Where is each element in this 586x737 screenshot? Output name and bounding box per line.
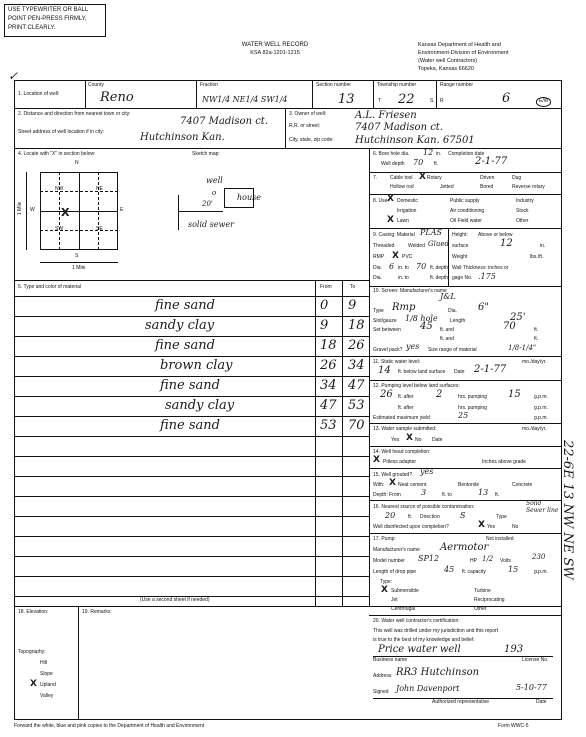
rmp-label: RMP bbox=[373, 254, 385, 260]
disinfected-label: Well disinfected upon completion? bbox=[373, 524, 449, 530]
range-label: Range number bbox=[440, 82, 474, 88]
section-label: Section number bbox=[316, 82, 352, 88]
grout-from: 3 bbox=[421, 488, 427, 497]
screen-type-label: Type bbox=[373, 308, 384, 314]
lbs-label: lbs./ft. bbox=[530, 254, 544, 260]
threaded-label: Threaded bbox=[373, 243, 395, 249]
opt-public-supply: Public supply bbox=[450, 198, 480, 204]
to-row-6: 53 bbox=[348, 398, 365, 413]
s3-label: 3. Owner of well: bbox=[289, 111, 327, 117]
grout-ft: ft. bbox=[495, 492, 500, 498]
from-label: From bbox=[320, 284, 332, 290]
contamination-source: Solid Sewer line bbox=[526, 500, 559, 514]
capacity-label: ft. capacity bbox=[462, 569, 486, 575]
grouted-value: yes bbox=[420, 467, 434, 476]
north-letter: N bbox=[75, 160, 79, 166]
s2-line2: Hutchinson Kan. bbox=[140, 132, 225, 143]
agency-line: Kansas Department of Health and bbox=[418, 42, 501, 48]
to-label: To bbox=[350, 284, 356, 290]
s18-label: 18. Elevation: bbox=[18, 609, 49, 615]
range-value: 6 bbox=[502, 91, 511, 106]
cert-text-2: is true to the best of my knowledge and belief. bbox=[373, 637, 475, 643]
grout-ft-to: ft. to bbox=[442, 492, 452, 498]
agency-line: Topeka, Kansas 66620 bbox=[418, 66, 474, 72]
pump-hrs-1: 2 bbox=[436, 389, 443, 400]
section-value: 13 bbox=[338, 92, 355, 107]
model-label: Model number bbox=[373, 558, 405, 564]
welded-label: Welded bbox=[408, 243, 425, 249]
sketch-20: 20' bbox=[202, 200, 213, 208]
rotary-mark: X bbox=[419, 172, 426, 182]
set-between-label: Set between bbox=[373, 327, 401, 333]
owner-city: Hutchinson Kan. 67501 bbox=[355, 135, 475, 146]
pump-mfr-label: Manufacturer's name bbox=[373, 547, 420, 553]
dia2-label: Dia. bbox=[373, 275, 382, 281]
south-letter: S bbox=[75, 253, 79, 259]
surface-value: 12 bbox=[500, 238, 513, 249]
capacity-gpm: g.p.m. bbox=[534, 569, 548, 575]
s16-label: 16. Nearest source of possible contamination: bbox=[373, 504, 475, 510]
s10-label: 10. Screen: Manufacturer's name bbox=[373, 288, 447, 294]
neat-cement-label: Neat cement bbox=[398, 482, 427, 488]
material-row-2: sandy clay bbox=[145, 318, 215, 333]
s13-date-label: Date bbox=[432, 437, 443, 443]
above-below-label: Above or below bbox=[478, 232, 513, 238]
s2-line1: 7407 Madison ct. bbox=[180, 116, 268, 127]
material-row-6: sandy clay bbox=[165, 398, 235, 413]
instruction-line: PRINT CLEARLY. bbox=[8, 25, 56, 31]
gpm-label: g.p.m. bbox=[534, 394, 548, 400]
to-row-4: 34 bbox=[348, 358, 365, 373]
s1-label: 1. Location of well: bbox=[18, 91, 60, 97]
pump-gpm-1: 15 bbox=[508, 389, 521, 400]
set-ft2: ft. bbox=[534, 336, 539, 342]
surface-in: in. bbox=[540, 243, 546, 249]
agency-line: Environment-Division of Environment bbox=[418, 50, 509, 56]
not-installed-label: Not installed bbox=[486, 536, 514, 542]
s8-label: 8. Use: bbox=[373, 198, 389, 204]
size-range-label: Size range of material bbox=[428, 347, 477, 353]
s-letter: S bbox=[430, 98, 434, 104]
location-mark: X bbox=[61, 206, 70, 219]
model-value: SP12 bbox=[418, 554, 440, 563]
direction-label: Direction bbox=[420, 514, 440, 520]
in-label: in. bbox=[436, 151, 442, 157]
type-label: Type bbox=[496, 514, 507, 520]
gravel-label: Gravel pack? bbox=[373, 347, 403, 353]
form-number: Form WWC-5 bbox=[498, 723, 529, 729]
opt-jetted: Jetted bbox=[440, 184, 454, 190]
topo-slope: Slope bbox=[40, 671, 53, 677]
county-value: Reno bbox=[100, 90, 134, 105]
direction-value: S bbox=[460, 511, 466, 520]
slot-value: 1/8 hole bbox=[405, 314, 438, 323]
address-label: Address bbox=[373, 673, 392, 679]
inches-above-label: Inches above grade bbox=[482, 459, 526, 465]
s13-label: 13. Water sample submitted: bbox=[373, 426, 437, 432]
from-row-7: 53 bbox=[320, 418, 337, 433]
size-range-value: 1/8-1/4" bbox=[508, 344, 537, 352]
sample-mark: X bbox=[406, 433, 413, 443]
hp-value: 1/2 bbox=[482, 555, 494, 563]
county-label: County bbox=[88, 82, 104, 88]
opt-jet: Jet bbox=[391, 597, 398, 603]
form-ksa: KSA 82a-1201-1215 bbox=[250, 50, 300, 56]
pitless-mark: X bbox=[373, 455, 380, 465]
opt-other: Other bbox=[516, 218, 529, 224]
s11-mo-day: mo./day/yr. bbox=[522, 359, 547, 365]
set-to: 70 bbox=[503, 321, 516, 332]
s9-label: 9. Casing: Material bbox=[373, 232, 415, 238]
lawn-mark: X bbox=[387, 215, 394, 225]
business-name: Price water well bbox=[378, 644, 461, 655]
depth-value: 70 bbox=[413, 158, 424, 167]
bore-dia: 12 bbox=[423, 148, 434, 157]
sketch-o: o bbox=[212, 189, 217, 197]
ne-label: NE bbox=[96, 186, 103, 192]
second-sheet-note: (Use a second sheet if needed) bbox=[140, 597, 210, 603]
s17-label: 17. Pump: bbox=[373, 536, 396, 542]
s2-label: 2. Distance and direction from nearest town or city: bbox=[18, 111, 131, 117]
material-row-1: fine sand bbox=[155, 298, 215, 313]
signed-label: Signed bbox=[373, 689, 389, 695]
casing-material: PLAS bbox=[420, 228, 442, 237]
fraction-label: Fraction bbox=[200, 82, 219, 88]
opt-rotary: Rotary bbox=[427, 175, 442, 181]
neat-mark: X bbox=[389, 478, 396, 488]
screen-type: Rmp bbox=[392, 302, 416, 313]
instruction-line: USE TYPEWRITER OR BALL bbox=[8, 7, 89, 13]
mile-horizontal: 1 Mile bbox=[72, 265, 86, 271]
with-label: With: bbox=[373, 482, 385, 488]
from-row-4: 26 bbox=[320, 358, 337, 373]
topo-upland: Upland bbox=[40, 682, 56, 688]
to-row-1: 9 bbox=[348, 298, 357, 313]
grout-to: 13 bbox=[478, 488, 489, 497]
to-row-2: 18 bbox=[348, 318, 365, 333]
screen-mfr: J&L bbox=[440, 292, 456, 301]
grout-depth-label: Depth: From bbox=[373, 492, 401, 498]
t-letter: T bbox=[378, 98, 382, 104]
to-row-3: 26 bbox=[348, 338, 365, 353]
static-depth: 14 bbox=[378, 365, 391, 376]
s13-no: No bbox=[415, 437, 422, 443]
height-label: Height: bbox=[452, 232, 468, 238]
s7-label: 7. bbox=[373, 175, 378, 181]
volts-label: Volts bbox=[500, 558, 511, 564]
r-letter: R bbox=[440, 98, 444, 104]
opt-pump-other: Other bbox=[474, 606, 487, 612]
opt-hollow-rod: Hollow rod bbox=[390, 184, 414, 190]
opt-reciprocating: Reciprocating bbox=[474, 597, 505, 603]
upland-mark: X bbox=[30, 679, 37, 689]
volts-value: 230 bbox=[532, 553, 546, 561]
sketch-well: well bbox=[206, 176, 223, 185]
license-label: License No. bbox=[522, 657, 549, 663]
opt-industry: Industry bbox=[516, 198, 534, 204]
screen-dia-label: Dia. bbox=[448, 308, 457, 314]
from-row-6: 47 bbox=[320, 398, 337, 413]
hp-label: HP bbox=[470, 558, 477, 564]
agency-line: (Water well Contractors) bbox=[418, 58, 478, 64]
s11-date-label: Date bbox=[454, 369, 465, 375]
slot-label: Slot/gauze bbox=[373, 318, 397, 324]
bentonite-label: Bentonite bbox=[458, 482, 480, 488]
instructions-box bbox=[4, 4, 106, 37]
ft-after-label-2: ft. after bbox=[398, 405, 414, 411]
license-value: 193 bbox=[504, 644, 524, 655]
opt-cable-tool: Cable tool bbox=[390, 175, 413, 181]
pvc-mark: X bbox=[392, 251, 399, 261]
date-label: Date bbox=[536, 699, 547, 705]
sw-label: SW bbox=[55, 226, 64, 232]
s12-label: 12. Pumping level below land surfaces: bbox=[373, 383, 460, 389]
in-to2-label: in. to bbox=[398, 275, 409, 281]
opt-centrifugal: Centrifugal bbox=[391, 606, 416, 612]
s6-label: 6. Bore hole dia. bbox=[373, 151, 410, 157]
ft-depth-label: ft. depth bbox=[430, 265, 449, 271]
owner-street: 7407 Madison ct. bbox=[355, 122, 443, 133]
ft-and2-label: ft. and bbox=[440, 336, 454, 342]
to-row-7: 70 bbox=[348, 418, 365, 433]
margin-note: 22-6E 13 NW NE SW bbox=[560, 440, 575, 580]
from-row-3: 18 bbox=[320, 338, 337, 353]
s16-no: No bbox=[512, 524, 519, 530]
sketch-label: Sketch map: bbox=[192, 151, 220, 157]
est-yield-unit: g.p.m. bbox=[534, 415, 548, 421]
set-from: 45 bbox=[420, 321, 433, 332]
drop-pipe-value: 45 bbox=[444, 565, 455, 574]
screen-dia: 6" bbox=[478, 302, 489, 313]
static-date: 2-1-77 bbox=[474, 364, 507, 375]
hrs-pumping-label-2: hrs. pumping bbox=[458, 405, 487, 411]
city-label: City, state, zip code: bbox=[289, 137, 334, 143]
completion-value: 2-1-77 bbox=[475, 156, 508, 167]
form-title: WATER WELL RECORD bbox=[241, 42, 309, 48]
topo-valley: Valley bbox=[40, 693, 54, 699]
check-mark: ✓ bbox=[8, 69, 19, 83]
dia-value: 6 bbox=[389, 262, 395, 271]
length-label: Length bbox=[450, 318, 466, 324]
est-yield-value: 25 bbox=[458, 411, 469, 420]
opt-stock: Stock bbox=[516, 208, 529, 214]
from-row-1: 0 bbox=[320, 298, 329, 313]
gage-value: .175 bbox=[478, 272, 496, 281]
opt-irrigation: Irrigation bbox=[397, 208, 417, 214]
ft-after-label: ft. after bbox=[398, 394, 414, 400]
se-label: SE bbox=[96, 226, 103, 232]
opt-oil-field: Oil Field water bbox=[450, 218, 482, 224]
opt-driven: Driven bbox=[480, 175, 495, 181]
rr-label: R.R. or street: bbox=[289, 123, 321, 129]
address-value: RR3 Hutchinson bbox=[396, 667, 480, 678]
opt-lawn: Lawn bbox=[397, 218, 409, 224]
nw-label: NW bbox=[55, 186, 64, 192]
s16-ft: ft. bbox=[408, 514, 413, 520]
set-ft: ft. bbox=[534, 327, 539, 333]
instruction-line: POINT PEN-PRESS FIRMLY, bbox=[8, 16, 87, 22]
fraction-value: NW1/4 NE1/4 SW1/4 bbox=[202, 95, 288, 104]
sketch-sewer: solid sewer bbox=[188, 220, 234, 229]
opt-domestic: Domestic bbox=[397, 198, 418, 204]
township-label: Township number bbox=[377, 82, 417, 88]
ft-and-label: ft. and bbox=[440, 327, 454, 333]
authorized-label: Authorized representative bbox=[432, 699, 489, 705]
depth-label: Well depth bbox=[381, 161, 405, 167]
street-label: Street address of well location if in city: bbox=[18, 129, 105, 135]
s13-yes: Yes bbox=[391, 437, 400, 443]
topo-hill: Hill bbox=[40, 660, 47, 666]
gravel-value: yes bbox=[406, 342, 420, 351]
surface-label: surface bbox=[452, 243, 469, 249]
cert-text-1: This well was drilled under my jurisdiction and this report bbox=[373, 628, 499, 634]
sketch-house: house bbox=[237, 193, 261, 202]
pump-mfr: Aermotor bbox=[440, 542, 489, 553]
concrete-label: Concrete bbox=[512, 482, 533, 488]
weight-label: Weight bbox=[452, 254, 468, 260]
gage-label: gage No. bbox=[452, 275, 473, 281]
s11-label: 11. Static water level: bbox=[373, 359, 421, 365]
hrs-pumping-label: hrs. pumping bbox=[458, 394, 487, 400]
submersible-mark: X bbox=[381, 585, 388, 595]
pitless-label: Pitless adapter bbox=[383, 459, 417, 465]
owner-value: A.L. Friesen bbox=[355, 110, 417, 121]
material-row-5: fine sand bbox=[160, 378, 220, 393]
material-row-3: fine sand bbox=[155, 338, 215, 353]
township-value: 22 bbox=[398, 92, 415, 107]
disinfected-mark: X bbox=[478, 520, 485, 530]
dia-label: Dia. bbox=[373, 265, 382, 271]
to-value: 70 bbox=[416, 262, 427, 271]
ft-depth2-label: ft. depth bbox=[430, 275, 449, 281]
s13-mo-day: mo./day/yr. bbox=[522, 426, 547, 432]
material-row-4: brown clay bbox=[160, 358, 233, 373]
footer-note: Forward the white, blue and pink copies to the Department of Health and Environment bbox=[14, 723, 205, 729]
pump-type-label: Type: bbox=[380, 579, 393, 585]
opt-submersible: Submersible bbox=[391, 588, 419, 594]
s14-label: 14. Well head completion: bbox=[373, 449, 431, 455]
drop-pipe-label: Length of drop pipe bbox=[373, 569, 417, 575]
east-letter: E bbox=[120, 207, 124, 213]
gpm-label-2: g.p.m. bbox=[534, 405, 548, 411]
pump-level-1: 26 bbox=[380, 389, 393, 400]
wall-label: Wall Thickness: inches or bbox=[452, 265, 509, 271]
completion-label: Completion date bbox=[448, 151, 485, 157]
contamination-distance: 20 bbox=[385, 511, 396, 520]
opt-reverse-rotary: Reverse rotary bbox=[512, 184, 545, 190]
glued-value: Glued bbox=[428, 240, 449, 248]
ft-label: ft. bbox=[434, 161, 439, 167]
s19-label: 19. Remarks: bbox=[82, 609, 112, 615]
signature: John Davenport bbox=[396, 684, 460, 693]
s20-label: 20. Water well contractor's certification: bbox=[373, 618, 460, 624]
from-row-2: 9 bbox=[320, 318, 329, 333]
business-label: Business name bbox=[373, 657, 408, 663]
from-row-5: 34 bbox=[320, 378, 337, 393]
topography-label: Topography: bbox=[18, 649, 46, 655]
s4-label: 4. Locate with "X" in section below: bbox=[18, 151, 96, 157]
s15-label: 15. Well grouted? bbox=[373, 472, 413, 478]
capacity-value: 15 bbox=[508, 565, 519, 574]
domestic-mark: X bbox=[387, 194, 394, 204]
range-dir: E/W bbox=[536, 97, 551, 107]
opt-air-conditioning: Air conditioning bbox=[450, 208, 485, 214]
opt-turbine: Turbine bbox=[474, 588, 491, 594]
est-yield-label: Estimated maximum yield bbox=[373, 415, 430, 421]
below-surface-label: ft. below land surface bbox=[398, 369, 446, 375]
opt-dug: Dug bbox=[512, 175, 522, 181]
cert-date: 5-10-77 bbox=[516, 683, 547, 692]
west-letter: W bbox=[30, 207, 35, 213]
s16-yes: Yes bbox=[487, 524, 496, 530]
to-row-5: 47 bbox=[348, 378, 365, 393]
length-value: 25' bbox=[510, 312, 526, 323]
in-to-label: in. to bbox=[398, 265, 409, 271]
s5-label: 5. Type and color of material bbox=[18, 284, 81, 290]
material-row-7: fine sand bbox=[160, 418, 220, 433]
mile-vertical: 1 Mile bbox=[17, 201, 23, 215]
pvc-label: PVC bbox=[402, 254, 413, 260]
opt-bored: Bored bbox=[480, 184, 494, 190]
